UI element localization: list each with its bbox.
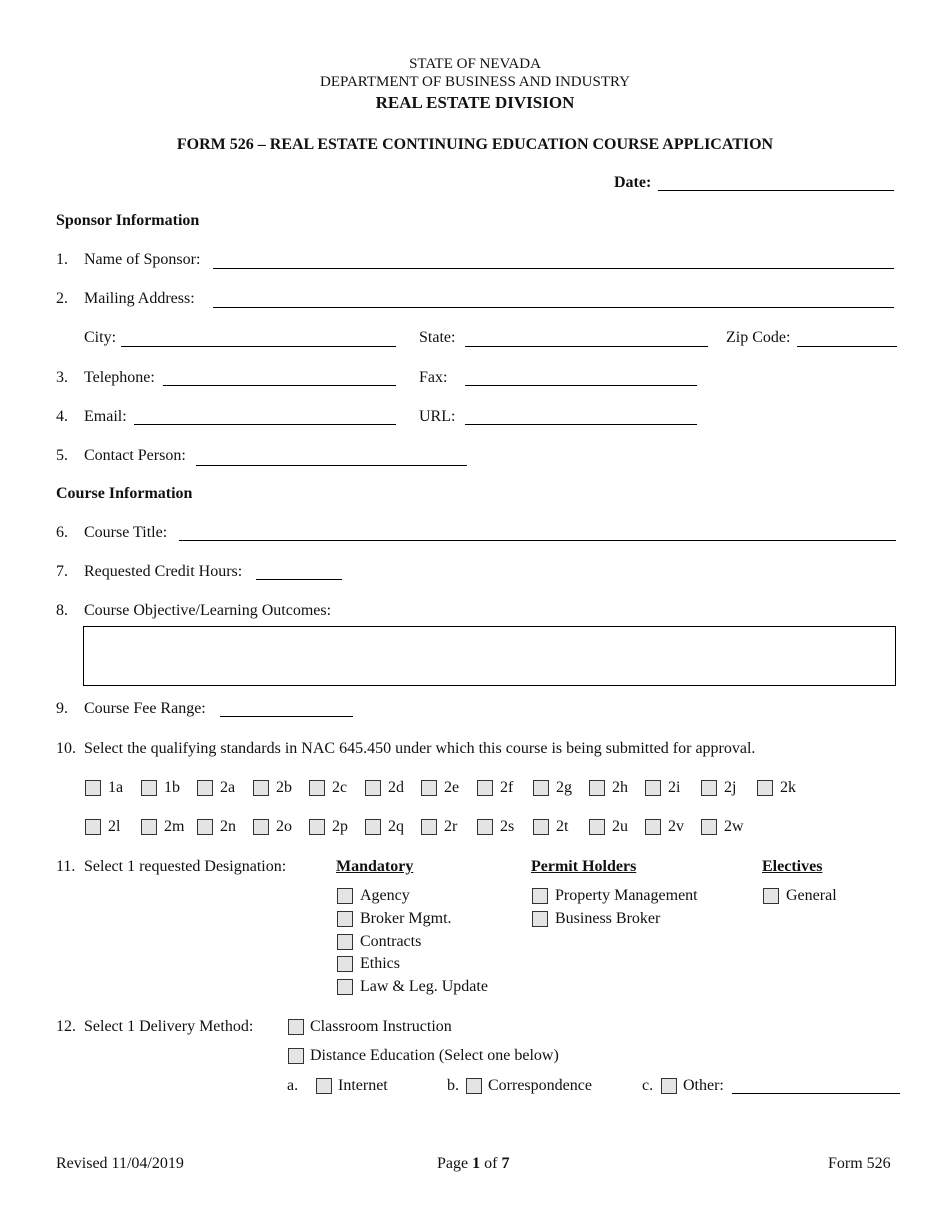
page-number: 1 <box>472 1155 481 1172</box>
permit-option-1-label: Business Broker <box>555 909 661 927</box>
standard-2u-label: 2u <box>612 818 628 835</box>
q12-number: 12. <box>56 1018 76 1035</box>
sponsor-section-heading: Sponsor Information <box>56 212 200 229</box>
q5-number: 5. <box>56 447 68 464</box>
mandatory-option-4-label: Law & Leg. Update <box>360 978 488 996</box>
form-title: FORM 526 – REAL ESTATE CONTINUING EDUCATION COURSE APPLICATION <box>176 136 774 153</box>
classroom-checkbox[interactable] <box>288 1019 304 1035</box>
standard-2t-label: 2t <box>556 818 569 835</box>
standard-2e-label: 2e <box>444 779 460 796</box>
standard-2k-label: 2k <box>780 779 796 796</box>
standard-2d-label: 2d <box>388 779 404 796</box>
standard-2w-checkbox[interactable] <box>701 819 717 835</box>
electives-heading: Electives <box>762 858 823 875</box>
standard-2f-checkbox[interactable] <box>477 780 493 796</box>
contact-person-label: Contact Person: <box>84 447 186 464</box>
standard-1b-label: 1b <box>164 779 180 796</box>
standard-2j-checkbox[interactable] <box>701 780 717 796</box>
standard-1b-checkbox[interactable] <box>141 780 157 796</box>
mandatory-option-3-label: Ethics <box>360 955 400 973</box>
telephone-field[interactable] <box>163 385 396 386</box>
standard-2l-checkbox[interactable] <box>85 819 101 835</box>
option-c-letter: c. <box>642 1077 654 1094</box>
page-indicator <box>437 1155 509 1173</box>
standard-2q-label: 2q <box>388 818 404 835</box>
department-heading: DEPARTMENT OF BUSINESS AND INDUSTRY <box>320 74 630 90</box>
standard-2f-label: 2f <box>500 779 514 796</box>
qualifying-standards-label: Select the qualifying standards in NAC 645.450 under which this course is being submitted for approval. <box>84 740 756 757</box>
q9-number: 9. <box>56 700 68 717</box>
form-number: Form 526 <box>828 1155 891 1172</box>
standard-2k-checkbox[interactable] <box>757 780 773 796</box>
standard-2n-label: 2n <box>220 818 236 835</box>
q8-number: 8. <box>56 602 68 619</box>
revised-date: Revised 11/04/2019 <box>56 1155 184 1172</box>
division-heading: REAL ESTATE DIVISION <box>375 93 575 112</box>
course-fee-field[interactable] <box>220 716 353 717</box>
page-total: 7 <box>501 1155 510 1172</box>
credit-hours-field[interactable] <box>256 579 342 580</box>
standard-2o-label: 2o <box>276 818 292 835</box>
standard-2q-checkbox[interactable] <box>365 819 381 835</box>
mandatory-option-1-label: Broker Mgmt. <box>360 909 452 927</box>
standard-2r-checkbox[interactable] <box>421 819 437 835</box>
course-title-field[interactable] <box>179 540 896 541</box>
q10-number: 10. <box>56 740 76 757</box>
standard-2p-checkbox[interactable] <box>309 819 325 835</box>
course-fee-label: Course Fee Range: <box>84 700 206 717</box>
email-field[interactable] <box>134 424 396 425</box>
standard-2v-checkbox[interactable] <box>645 819 661 835</box>
option-b-letter: b. <box>447 1077 459 1094</box>
option-a-letter: a. <box>287 1077 299 1094</box>
correspondence-label: Correspondence <box>488 1077 592 1094</box>
standard-2g-label: 2g <box>556 779 572 796</box>
q7-number: 7. <box>56 563 68 580</box>
standard-2o-checkbox[interactable] <box>253 819 269 835</box>
zip-code-field[interactable] <box>797 346 897 347</box>
state-label: State: <box>419 329 456 346</box>
url-field[interactable] <box>465 424 697 425</box>
page-word: Page <box>437 1155 469 1172</box>
course-objective-label: Course Objective/Learning Outcomes: <box>84 602 332 619</box>
elective-option-0-checkbox[interactable] <box>763 888 779 904</box>
standard-2c-checkbox[interactable] <box>309 780 325 796</box>
distance-education-label: Distance Education (Select one below) <box>310 1047 559 1064</box>
standard-2v-label: 2v <box>668 818 684 835</box>
distance-education-checkbox[interactable] <box>288 1048 304 1064</box>
contact-person-field[interactable] <box>196 465 467 466</box>
standard-2u-checkbox[interactable] <box>589 819 605 835</box>
standard-2p-label: 2p <box>332 818 348 835</box>
course-section-heading: Course Information <box>56 485 193 502</box>
standard-2h-label: 2h <box>612 779 628 796</box>
standard-2j-label: 2j <box>724 779 737 796</box>
standard-2b-label: 2b <box>276 779 292 796</box>
mailing-address-label: Mailing Address: <box>84 290 195 307</box>
of-word: of <box>484 1155 498 1172</box>
standard-2s-label: 2s <box>500 818 515 835</box>
zip-code-label: Zip Code: <box>726 329 791 346</box>
city-label: City: <box>84 329 117 346</box>
classroom-label: Classroom Instruction <box>310 1018 452 1035</box>
date-label: Date: <box>614 174 652 191</box>
telephone-label: Telephone: <box>84 369 155 386</box>
sponsor-name-field[interactable] <box>213 268 894 269</box>
mandatory-option-1-checkbox[interactable] <box>337 911 353 927</box>
mandatory-option-0-checkbox[interactable] <box>337 888 353 904</box>
other-field[interactable] <box>732 1093 900 1094</box>
mandatory-heading: Mandatory <box>336 858 414 875</box>
permit-holders-heading: Permit Holders <box>531 858 637 875</box>
standard-2i-label: 2i <box>668 779 681 796</box>
elective-option-0-label: General <box>786 887 837 904</box>
course-objective-textarea[interactable] <box>83 626 896 686</box>
standard-2a-label: 2a <box>220 779 236 796</box>
standard-2l-label: 2l <box>108 818 121 835</box>
other-label: Other: <box>683 1077 724 1094</box>
standard-2g-checkbox[interactable] <box>533 780 549 796</box>
state-heading: STATE OF NEVADA <box>409 56 541 72</box>
mandatory-option-0-label: Agency <box>360 887 410 904</box>
standard-2h-checkbox[interactable] <box>589 780 605 796</box>
q6-number: 6. <box>56 524 68 541</box>
other-checkbox[interactable] <box>661 1078 677 1094</box>
standard-1a-label: 1a <box>108 779 124 796</box>
permit-option-0-label: Property Management <box>555 887 698 904</box>
standard-2i-checkbox[interactable] <box>645 780 661 796</box>
q2-number: 2. <box>56 290 68 307</box>
state-field[interactable] <box>465 346 708 347</box>
standard-2m-label: 2m <box>164 818 185 835</box>
mandatory-option-3-checkbox[interactable] <box>337 956 353 972</box>
permit-option-1-checkbox[interactable] <box>532 911 548 927</box>
credit-hours-label: Requested Credit Hours: <box>84 563 243 580</box>
standard-2r-label: 2r <box>444 818 458 835</box>
designation-label: Select 1 requested Designation: <box>84 858 287 875</box>
standard-2a-checkbox[interactable] <box>197 780 213 796</box>
mandatory-option-4-checkbox[interactable] <box>337 979 353 995</box>
course-title-label: Course Title: <box>84 524 168 541</box>
standard-2d-checkbox[interactable] <box>365 780 381 796</box>
standard-2c-label: 2c <box>332 779 348 796</box>
q11-number: 11. <box>56 858 76 875</box>
delivery-method-label: Select 1 Delivery Method: <box>84 1018 254 1035</box>
correspondence-checkbox[interactable] <box>466 1078 482 1094</box>
date-field[interactable] <box>658 190 894 191</box>
standard-1a-checkbox[interactable] <box>85 780 101 796</box>
fax-label: Fax: <box>419 369 448 386</box>
standard-2m-checkbox[interactable] <box>141 819 157 835</box>
q1-number: 1. <box>56 251 68 268</box>
standard-2e-checkbox[interactable] <box>421 780 437 796</box>
internet-label: Internet <box>338 1077 388 1094</box>
standard-2s-checkbox[interactable] <box>477 819 493 835</box>
email-label: Email: <box>84 408 127 425</box>
q3-number: 3. <box>56 369 68 386</box>
sponsor-name-label: Name of Sponsor: <box>84 251 201 268</box>
mailing-address-field[interactable] <box>213 307 894 308</box>
fax-field[interactable] <box>465 385 697 386</box>
standard-2t-checkbox[interactable] <box>533 819 549 835</box>
url-label: URL: <box>419 408 456 425</box>
standard-2n-checkbox[interactable] <box>197 819 213 835</box>
q4-number: 4. <box>56 408 68 425</box>
mandatory-option-2-checkbox[interactable] <box>337 934 353 950</box>
standard-2b-checkbox[interactable] <box>253 780 269 796</box>
permit-option-0-checkbox[interactable] <box>532 888 548 904</box>
mandatory-option-2-label: Contracts <box>360 932 422 950</box>
standard-2w-label: 2w <box>724 818 744 835</box>
city-field[interactable] <box>121 346 396 347</box>
internet-checkbox[interactable] <box>316 1078 332 1094</box>
